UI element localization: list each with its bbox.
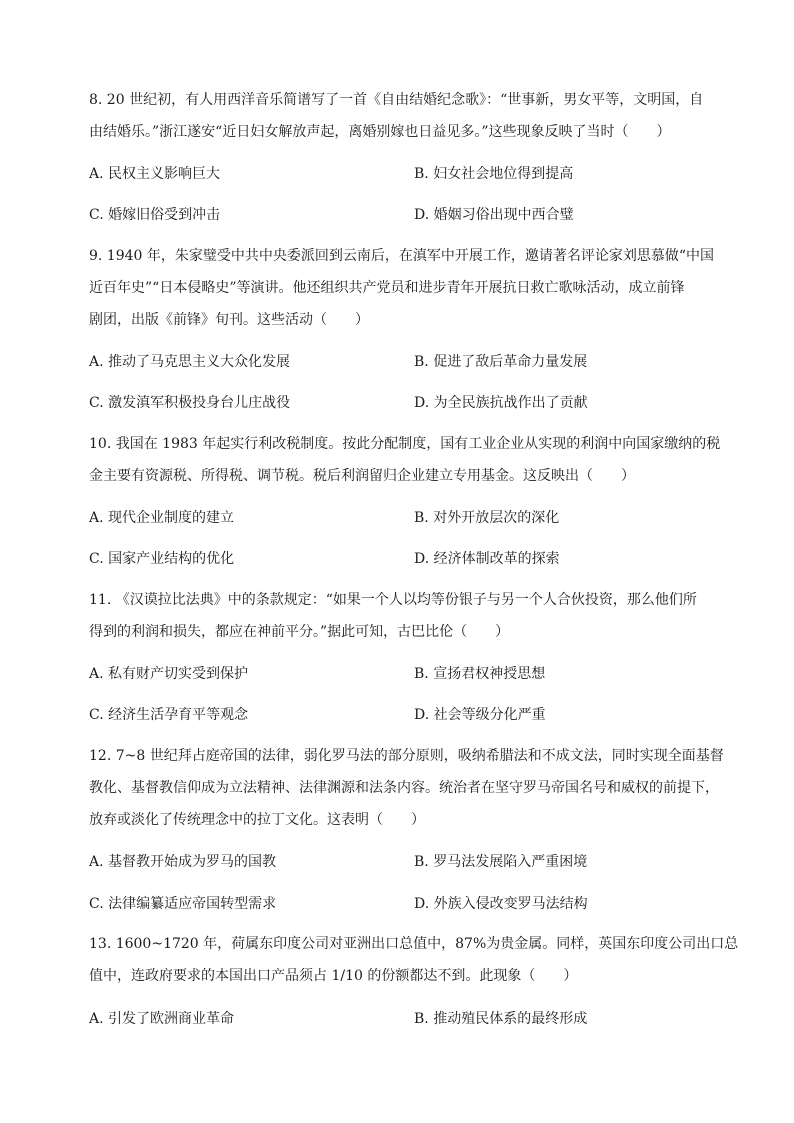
question-stem-line: 近百年史”“日本侵略史”等演讲。他还组织共产党员和进步青年开展抗日救亡歌咏活动，成立前锋 [89, 280, 685, 296]
option-a: A. 推动了马克思主义大众化发展 [89, 354, 291, 370]
question-stem-line: 值中，连政府要求的本国出口产品须占 1/10 的份额都达不到。此现象（ ） [89, 968, 578, 984]
option-a: A. 现代企业制度的建立 [89, 510, 235, 526]
option-c: C. 激发滇军积极投身台儿庄战役 [89, 395, 291, 411]
question-stem-line: 9. 1940 年，朱家璧受中共中央委派回到云南后，在滇军中开展工作，邀请著名评论家刘思慕做“中国 [89, 248, 715, 264]
question-stem-line: 教化、基督教信仰成为立法精神、法律渊源和法条内容。统治者在坚守罗马帝国名号和威权的前提下， [89, 780, 719, 796]
option-b: B. 促进了敌后革命力量发展 [414, 354, 588, 370]
question-stem-line: 13. 1600~1720 年，荷属东印度公司对亚洲出口总值中，87%为贵金属。同样，英国东印度公司出口总 [89, 936, 739, 952]
option-b: B. 妇女社会地位得到提高 [414, 166, 574, 182]
question-stem-line: 剧团，出版《前锋》旬刊。这些活动（ ） [89, 312, 369, 328]
option-c: C. 国家产业结构的优化 [89, 551, 235, 567]
question-stem-line: 8. 20 世纪初，有人用西洋音乐简谱写了一首《自由结婚纪念歌》：“世事新，男女平等，文明国，自 [89, 92, 704, 108]
question-stem-line: 11. 《汉谟拉比法典》中的条款规定：“如果一个人以均等份银子与另一个人合伙投资，那么他们所 [89, 592, 697, 608]
question-stem-line: 放弃或淡化了传统理念中的拉丁文化。这表明（ ） [89, 812, 425, 828]
option-c: C. 经济生活孕育平等观念 [89, 707, 249, 723]
question-stem-line: 12. 7~8 世纪拜占庭帝国的法律，弱化罗马法的部分原则，吸纳希腊法和不成文法，同时实现全面基督 [89, 748, 724, 764]
question-stem-line: 由结婚乐。”浙江遂安“近日妇女解放声起，离婚别嫁也日益见多。”这些现象反映了当时（ ） [89, 124, 671, 140]
option-d: D. 外族入侵改变罗马法结构 [414, 896, 588, 912]
option-a: A. 基督教开始成为罗马的国教 [89, 854, 277, 870]
option-d: D. 社会等级分化严重 [414, 707, 546, 723]
option-d: D. 为全民族抗战作出了贡献 [414, 395, 588, 411]
question-stem-line: 10. 我国在 1983 年起实行利改税制度。按此分配制度，国有工业企业从实现的利润中向国家缴纳的税 [89, 436, 721, 452]
option-c: C. 法律编纂适应帝国转型需求 [89, 896, 277, 912]
option-d: D. 经济体制改革的探索 [414, 551, 560, 567]
question-stem-line: 金主要有资源税、所得税、调节税。税后利润留归企业建立专用基金。这反映出（ ） [89, 468, 635, 484]
option-b: B. 对外开放层次的深化 [414, 510, 560, 526]
option-a: A. 引发了欧洲商业革命 [89, 1011, 235, 1027]
question-stem-line: 得到的利润和损失，都应在神前平分。”据此可知，古巴比伦（ ） [89, 624, 510, 640]
option-a: A. 民权主义影响巨大 [89, 166, 221, 182]
option-c: C. 婚嫁旧俗受到冲击 [89, 207, 221, 223]
option-b: B. 推动殖民体系的最终形成 [414, 1011, 588, 1027]
option-d: D. 婚姻习俗出现中西合璧 [414, 207, 574, 223]
option-b: B. 罗马法发展陷入严重困境 [414, 854, 588, 870]
option-a: A. 私有财产切实受到保护 [89, 666, 249, 682]
option-b: B. 宣扬君权神授思想 [414, 666, 546, 682]
